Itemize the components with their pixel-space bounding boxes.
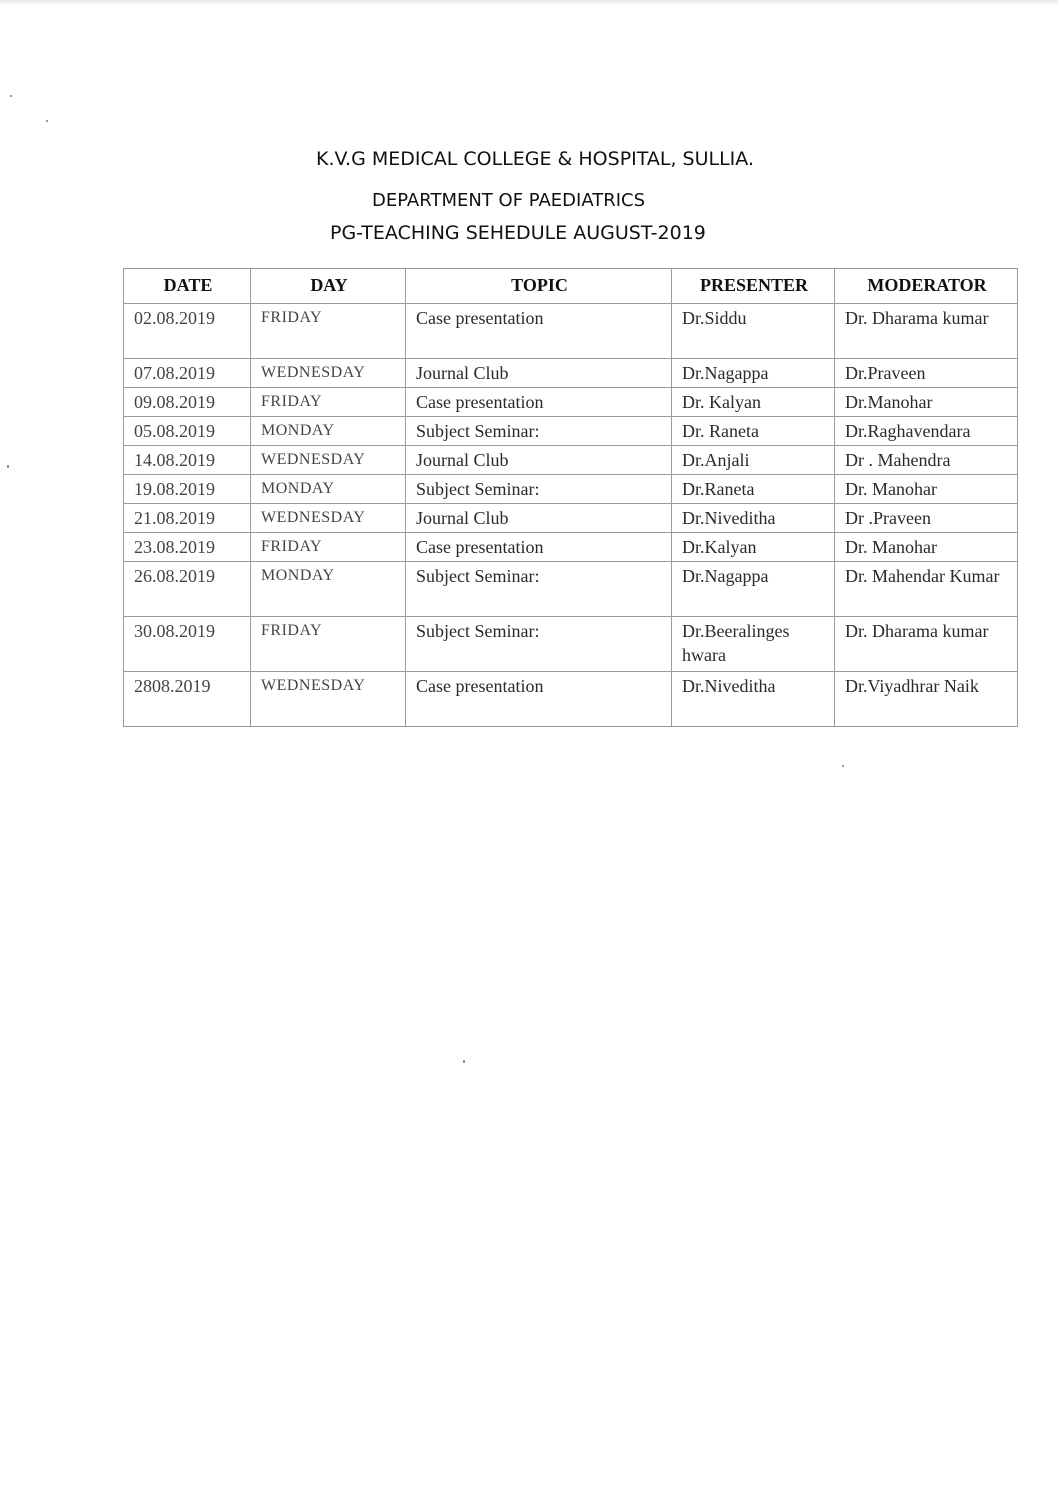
department-title: DEPARTMENT OF PAEDIATRICS: [372, 190, 646, 211]
cell-topic: Subject Seminar:: [406, 417, 672, 446]
cell-day: FRIDAY: [251, 388, 406, 417]
cell-moderator: Dr . Mahendra: [835, 446, 1018, 475]
cell-date: 2808.2019: [124, 672, 251, 727]
table-row: [124, 388, 1018, 417]
cell-day: FRIDAY: [251, 304, 406, 359]
cell-topic: Journal Club: [406, 446, 672, 475]
table-row: [124, 504, 1018, 533]
cell-presenter: Dr. Raneta: [672, 417, 835, 446]
cell-topic: Subject Seminar:: [406, 617, 672, 672]
cell-topic: Case presentation: [406, 533, 672, 562]
table-row: [124, 417, 1018, 446]
schedule-title: PG-TEACHING SEHEDULE AUGUST-2019: [330, 222, 706, 244]
cell-presenter: Dr.Nagappa: [672, 562, 835, 617]
cell-date: 21.08.2019: [124, 504, 251, 533]
cell-presenter: Dr.Niveditha: [672, 672, 835, 727]
cell-moderator: Dr.Viyadhrar Naik: [835, 672, 1018, 727]
cell-date: 02.08.2019: [124, 304, 251, 359]
cell-moderator: Dr. Mahendar Kumar: [835, 562, 1018, 617]
scan-speck: [10, 95, 12, 97]
table-row: [124, 562, 1018, 617]
column-header-moderator: MODERATOR: [835, 269, 1018, 304]
college-title: K.V.G MEDICAL COLLEGE & HOSPITAL, SULLIA.: [316, 148, 754, 170]
cell-presenter: Dr.Nagappa: [672, 359, 835, 388]
cell-topic: Subject Seminar:: [406, 475, 672, 504]
cell-moderator: Dr. Manohar: [835, 533, 1018, 562]
cell-presenter: Dr.Kalyan: [672, 533, 835, 562]
table-row: [124, 533, 1018, 562]
cell-date: 26.08.2019: [124, 562, 251, 617]
cell-day: WEDNESDAY: [251, 446, 406, 475]
table-row: [124, 617, 1018, 672]
cell-date: 19.08.2019: [124, 475, 251, 504]
cell-date: 14.08.2019: [124, 446, 251, 475]
column-header-date: DATE: [124, 269, 251, 304]
cell-moderator: Dr. Dharama kumar: [835, 304, 1018, 359]
cell-day: MONDAY: [251, 417, 406, 446]
cell-topic: Case presentation: [406, 304, 672, 359]
cell-date: 30.08.2019: [124, 617, 251, 672]
cell-topic: Journal Club: [406, 359, 672, 388]
cell-presenter: Dr.Niveditha: [672, 504, 835, 533]
cell-presenter: Dr. Kalyan: [672, 388, 835, 417]
cell-presenter: Dr.Raneta: [672, 475, 835, 504]
cell-day: WEDNESDAY: [251, 504, 406, 533]
cell-presenter: Dr.Anjali: [672, 446, 835, 475]
cell-topic: Case presentation: [406, 672, 672, 727]
cell-moderator: Dr. Dharama kumar: [835, 617, 1018, 672]
cell-day: FRIDAY: [251, 617, 406, 672]
cell-topic: Subject Seminar:: [406, 562, 672, 617]
scan-speck: [842, 765, 844, 767]
scan-speck: [7, 465, 9, 468]
cell-moderator: Dr.Manohar: [835, 388, 1018, 417]
column-header-presenter: PRESENTER: [672, 269, 835, 304]
scan-speck: [463, 1060, 465, 1063]
cell-day: WEDNESDAY: [251, 359, 406, 388]
table-row: [124, 446, 1018, 475]
table-row: [124, 304, 1018, 359]
cell-moderator: Dr.Praveen: [835, 359, 1018, 388]
column-header-topic: TOPIC: [406, 269, 672, 304]
table-header-row: [124, 269, 1018, 304]
cell-day: FRIDAY: [251, 533, 406, 562]
cell-day: WEDNESDAY: [251, 672, 406, 727]
scan-edge: [0, 0, 1058, 6]
cell-date: 23.08.2019: [124, 533, 251, 562]
table-row: [124, 672, 1018, 727]
column-header-day: DAY: [251, 269, 406, 304]
cell-moderator: Dr.Raghavendara: [835, 417, 1018, 446]
cell-moderator: Dr. Manohar: [835, 475, 1018, 504]
cell-date: 09.08.2019: [124, 388, 251, 417]
cell-day: MONDAY: [251, 475, 406, 504]
table-row: [124, 475, 1018, 504]
scan-speck: [46, 120, 48, 122]
table-row: [124, 359, 1018, 388]
cell-presenter: Dr.Siddu: [672, 304, 835, 359]
cell-date: 05.08.2019: [124, 417, 251, 446]
cell-presenter: Dr.Beeralinges hwara: [672, 617, 835, 672]
cell-topic: Journal Club: [406, 504, 672, 533]
schedule-table: [123, 268, 1018, 727]
cell-topic: Case presentation: [406, 388, 672, 417]
cell-date: 07.08.2019: [124, 359, 251, 388]
cell-day: MONDAY: [251, 562, 406, 617]
cell-moderator: Dr .Praveen: [835, 504, 1018, 533]
